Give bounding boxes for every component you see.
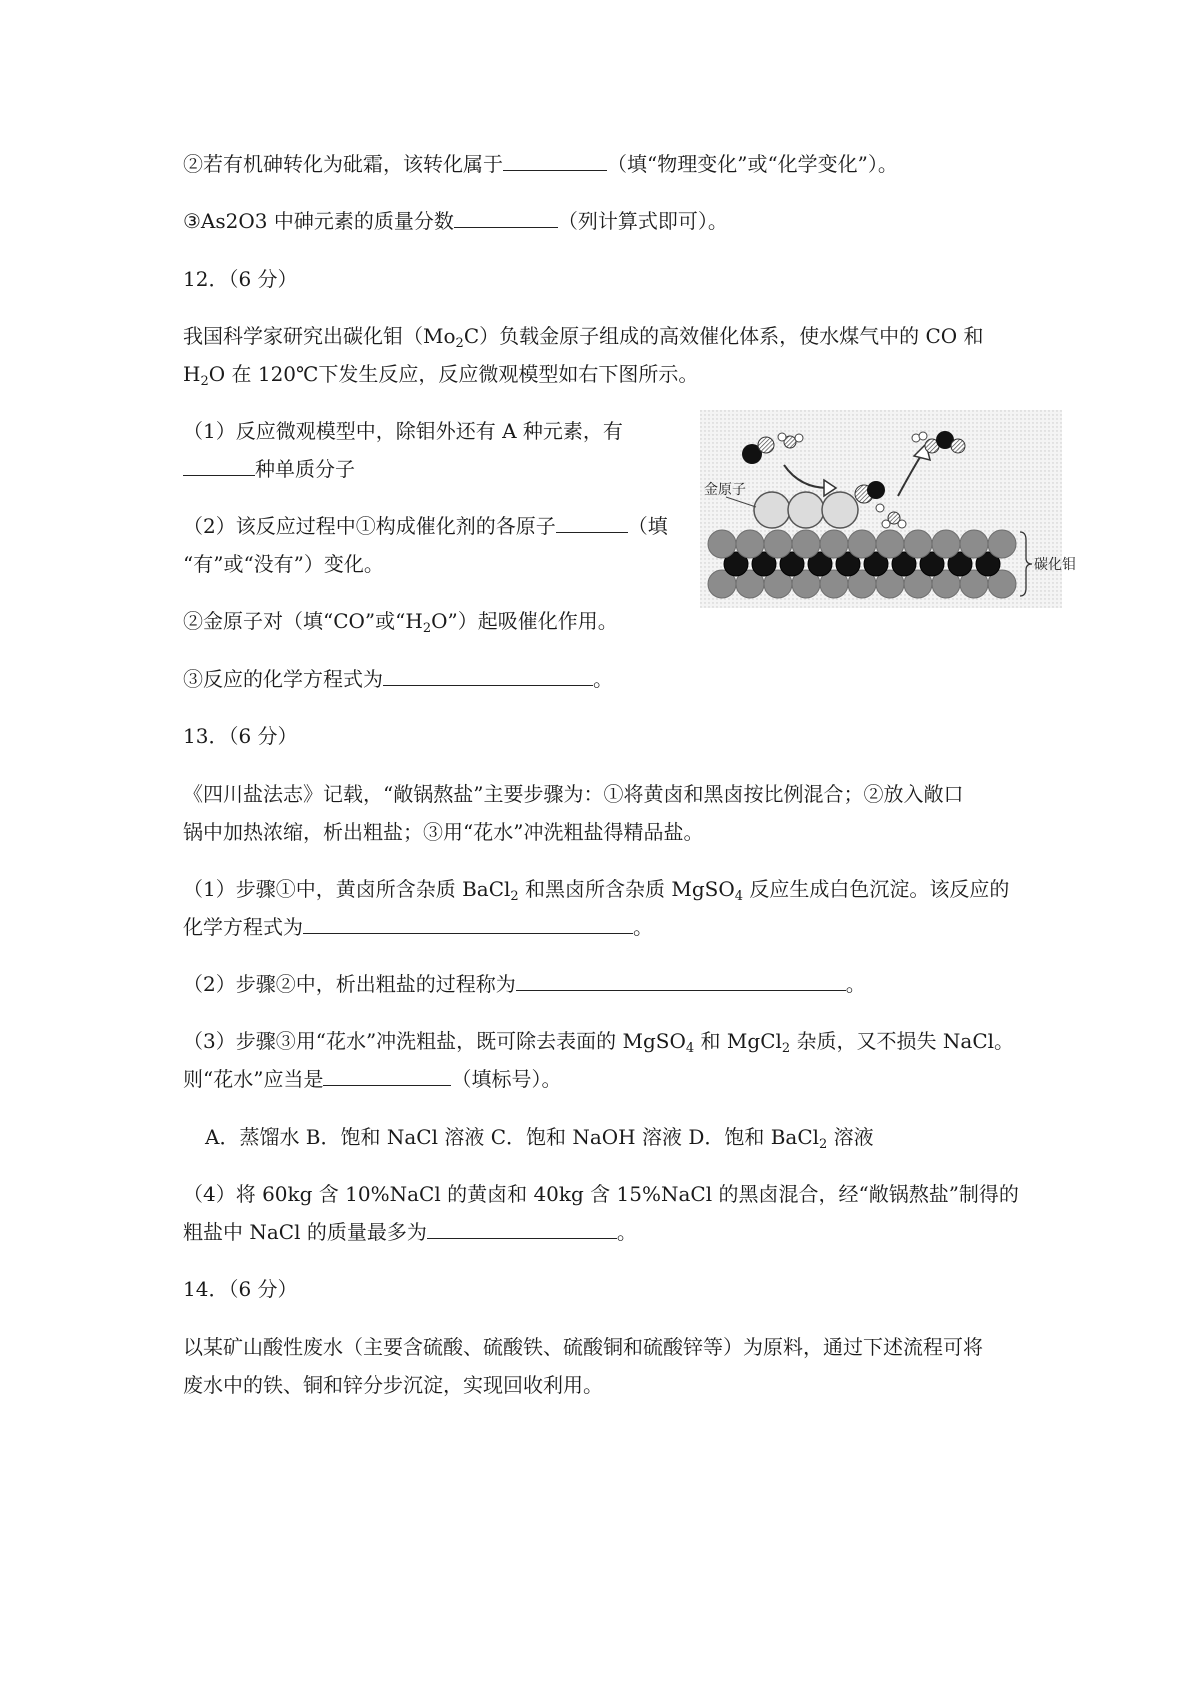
carbide-bottom-row	[708, 570, 1016, 598]
answer-blank[interactable]	[303, 915, 633, 934]
product-o-atom	[951, 439, 965, 453]
q13-options: A．蒸馏水 B．饱和 NaCl 溶液 C．饱和 NaOH 溶液 D．饱和 BaCl$_2$ 溶液	[205, 1125, 874, 1152]
q12-part2-line1: （2）该反应过程中①构成催化剂的各原子 （填	[183, 514, 668, 538]
adsorbed-water-h	[898, 520, 906, 528]
q13-part4-line1: （4）将 60kg 含 10%NaCl 的黄卤和 40kg 含 15%NaCl 的黑卤混合，经“敞锅熬盐”制得的	[183, 1182, 1019, 1206]
gold-atoms	[754, 492, 858, 528]
q12-intro-line1: 我国科学家研究出碳化钼$(Mo_2C)$负载金原子组成的高效催化体系，使水煤气中的 CO 和	[183, 324, 984, 351]
q12-part1-line2: 种单质分子	[183, 454, 355, 484]
q12-header: 12．（6 分）	[183, 267, 298, 291]
q12-part1-line1: （1）反应微观模型中，除钼外还有 A 种元素，有	[183, 419, 623, 443]
gold-atom-label: 金原子	[704, 482, 746, 498]
adsorbed-h	[876, 504, 884, 512]
incoming-water-h	[795, 434, 803, 442]
answer-blank[interactable]	[183, 457, 255, 476]
q13-part1-line1: （1）步骤①中，黄卤所含杂质 BaCl$_2$ 和黑卤所含杂质 MgSO$_4$ 反应生成白色沉淀。该反应的	[183, 877, 1010, 904]
q12-part3: ③反应的化学方程式为 。	[183, 667, 613, 691]
answer-blank[interactable]	[383, 667, 593, 686]
q13-part3-line2: 则“花水”应当是 （填标号）。	[183, 1067, 562, 1091]
q13-intro-line2: 锅中加热浓缩，析出粗盐；③用“花水”冲洗粗盐得精品盐。	[183, 820, 704, 844]
answer-blank[interactable]	[454, 209, 558, 228]
q12-intro-line2: $H_2O$ 在 120℃下发生反应，反应微观模型如右下图所示。	[183, 362, 699, 389]
q12-part2-line2: “有”或“没有”）变化。	[183, 552, 384, 576]
q13-part1-line2: 化学方程式为 。	[183, 915, 653, 939]
answer-blank[interactable]	[516, 972, 846, 991]
product-h-atom	[919, 432, 927, 440]
reaction-model-diagram	[700, 410, 1076, 608]
q13-part2: （2）步骤②中，析出粗盐的过程称为 。	[183, 972, 866, 996]
prev-q2: ②若有机砷转化为砒霜，该转化属于 （填“物理变化”或“化学变化”）。	[183, 152, 898, 176]
prev-q3: ③As2O3 中砷元素的质量分数 （列计算式即可）。	[183, 209, 728, 233]
q13-part4-line2: 粗盐中 NaCl 的质量最多为 。	[183, 1220, 637, 1244]
incoming-water-h	[778, 433, 786, 441]
adsorbed-water-h	[882, 520, 890, 528]
q14-intro-line1: 以某矿山酸性废水（主要含硫酸、硫酸铁、硫酸铜和硫酸锌等）为原料，通过下述流程可将	[183, 1335, 983, 1359]
adsorbed-c-atom	[867, 481, 885, 499]
q12-part2b: ②金原子对（填“CO”或“$H_2O$”）起吸催化作用。	[183, 609, 618, 636]
q13-part3-line1: （3）步骤③用“花水”冲洗粗盐，既可除去表面的 MgSO$_4$ 和 MgCl$_2$ 杂质，又不损失 NaCl。	[183, 1029, 1015, 1056]
q14-intro-line2: 废水中的铁、铜和锌分步沉淀，实现回收利用。	[183, 1373, 603, 1397]
answer-blank[interactable]	[556, 514, 628, 533]
reaction-model-figure	[700, 410, 1076, 608]
answer-blank[interactable]	[503, 152, 607, 171]
q13-header: 13．（6 分）	[183, 724, 298, 748]
q14-header: 14．（6 分）	[183, 1277, 298, 1301]
carbide-top-row	[708, 530, 1016, 558]
q13-intro-line1: 《四川盐法志》记载，“敞锅熬盐”主要步骤为：①将黄卤和黑卤按比例混合；②放入敞口	[183, 782, 964, 806]
carbide-label: 碳化钼	[1034, 557, 1076, 573]
answer-blank[interactable]	[427, 1220, 617, 1239]
incoming-o-atom	[758, 437, 774, 453]
answer-blank[interactable]	[323, 1067, 451, 1086]
